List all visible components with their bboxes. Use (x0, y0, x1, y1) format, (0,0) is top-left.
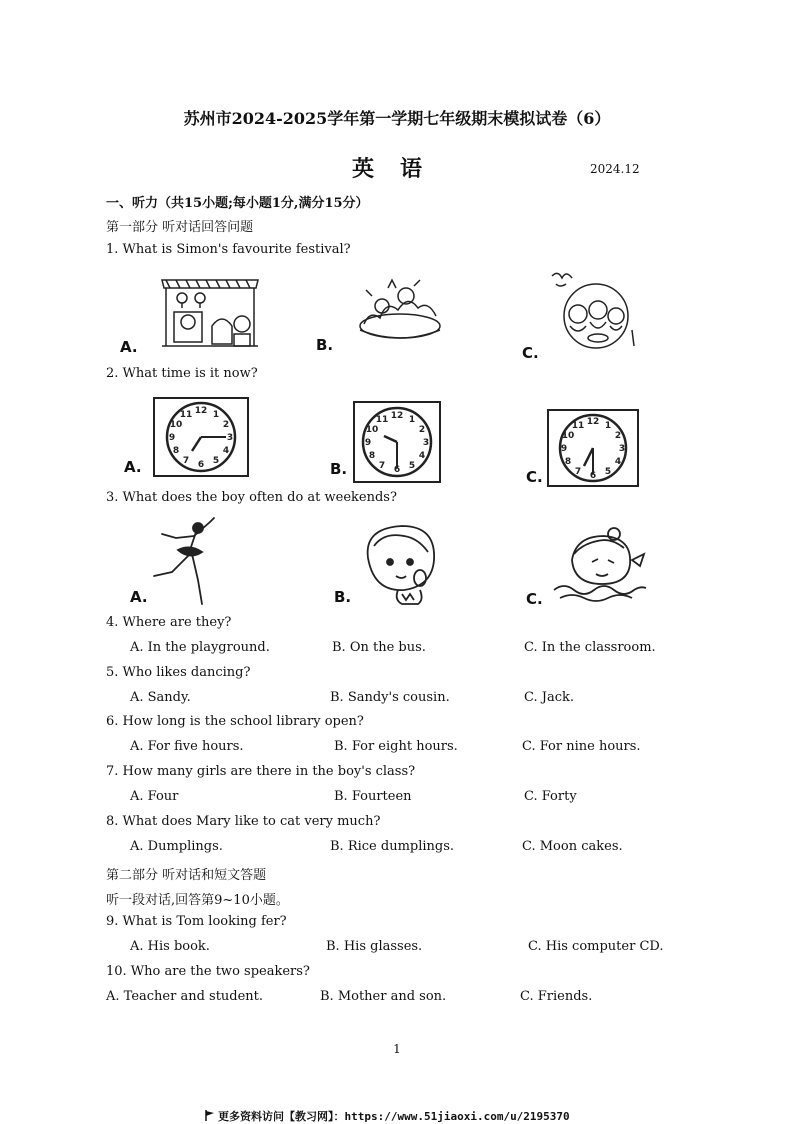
svg-text:2: 2 (222, 420, 230, 430)
q6-option-b: B. For eight hours. (334, 739, 458, 754)
q7-option-c: C. Forty (524, 789, 577, 804)
svg-text:4: 4 (222, 446, 230, 456)
q8-option-c: C. Moon cakes. (522, 839, 623, 854)
shop-festival-picture (160, 276, 260, 352)
svg-text:10: 10 (169, 420, 183, 430)
q5-option-a: A. Sandy. (130, 690, 191, 705)
svg-text:6: 6 (197, 460, 205, 470)
exam-date: 2024.12 (590, 162, 640, 176)
q5-option-c: C. Jack. (524, 690, 575, 705)
svg-text:9: 9 (168, 433, 176, 443)
q7-option-b: B. Fourteen (334, 789, 412, 804)
svg-text:11: 11 (179, 410, 193, 420)
q4-option-b: B. On the bus. (332, 640, 426, 655)
svg-text:7: 7 (574, 467, 582, 477)
q6-option-a: A. For five hours. (130, 739, 244, 754)
svg-text:7: 7 (378, 461, 386, 471)
footer-text: 更多资料访问【教习网】：https://www.51jiaoxi.com/u/2195370 (218, 1110, 570, 1123)
part-2-instruction: 听一段对话,回答第9~10小题。 (106, 893, 289, 908)
question-10: 10. Who are the two speakers? (106, 964, 310, 979)
question-7: 7. How many girls are there in the boy's class? (106, 764, 416, 779)
question-1: 1. What is Simon's favourite festival? (106, 242, 351, 257)
svg-text:3: 3 (226, 433, 234, 443)
svg-text:12: 12 (390, 411, 404, 421)
question-6: 6. How long is the school library open? (106, 714, 364, 729)
q4-option-a: A. In the playground. (130, 640, 270, 655)
footer-link[interactable] (205, 1108, 570, 1124)
q4-option-c: C. In the classroom. (524, 640, 656, 655)
svg-text:3: 3 (618, 444, 626, 454)
svg-text:1: 1 (604, 421, 612, 431)
svg-text:3: 3 (422, 438, 430, 448)
svg-text:6: 6 (589, 471, 597, 481)
svg-text:8: 8 (368, 451, 376, 461)
q9-option-c: C. His computer CD. (528, 939, 664, 954)
svg-text:10: 10 (365, 425, 379, 435)
svg-text:6: 6 (393, 465, 401, 475)
svg-text:5: 5 (408, 461, 416, 471)
question-3: 3. What does the boy often do at weekends? (106, 490, 397, 505)
question-2: 2. What time is it now? (106, 366, 258, 381)
svg-text:11: 11 (375, 415, 389, 425)
singing-child-picture (358, 522, 442, 606)
clock-a-icon (152, 396, 250, 478)
ballet-dancer-picture (150, 516, 222, 606)
svg-text:1: 1 (212, 410, 220, 420)
q8-option-a: A. Dumplings. (130, 839, 223, 854)
exam-title: 苏州市2024-2025学年第一学期七年级期末模拟试卷（6） (183, 109, 611, 128)
q3-option-c-label: C. (526, 590, 543, 608)
svg-text:8: 8 (172, 446, 180, 456)
clock-b-icon (352, 400, 442, 484)
section-heading: 一、听力（共15小题;每小题1分,满分15分） (106, 196, 369, 211)
svg-text:10: 10 (561, 431, 575, 441)
svg-text:9: 9 (560, 444, 568, 454)
q10-option-b: B. Mother and son. (320, 989, 447, 1004)
q2-option-a-label: A. (124, 458, 142, 476)
q2-option-c-label: C. (526, 468, 543, 486)
q5-option-b: B. Sandy's cousin. (330, 690, 450, 705)
q9-option-a: A. His book. (130, 939, 210, 954)
part-2-heading: 第二部分 听对话和短文答题 (106, 868, 267, 883)
clock-c-icon (546, 408, 640, 488)
question-8: 8. What does Mary like to cat very much? (106, 814, 381, 829)
svg-text:5: 5 (604, 467, 612, 477)
q7-option-a: A. Four (130, 789, 179, 804)
svg-text:8: 8 (564, 457, 572, 467)
q10-option-c: C. Friends. (520, 989, 593, 1004)
q9-option-b: B. His glasses. (326, 939, 423, 954)
svg-text:5: 5 (212, 456, 220, 466)
q1-option-c-label: C. (522, 344, 539, 362)
svg-text:12: 12 (194, 406, 208, 416)
question-9: 9. What is Tom looking fer? (106, 914, 287, 929)
svg-text:2: 2 (614, 431, 622, 441)
svg-text:12: 12 (586, 417, 600, 427)
svg-text:2: 2 (418, 425, 426, 435)
svg-text:9: 9 (364, 438, 372, 448)
part-heading: 第一部分 听对话回答问题 (106, 220, 254, 235)
page-number: 1 (393, 1042, 401, 1056)
q8-option-b: B. Rice dumplings. (330, 839, 455, 854)
flag-icon (205, 1110, 215, 1121)
food-basket-picture (354, 278, 446, 342)
question-4: 4. Where are they? (106, 615, 232, 630)
svg-text:7: 7 (182, 456, 190, 466)
svg-text:11: 11 (571, 421, 585, 431)
q3-option-b-label: B. (334, 588, 352, 606)
svg-text:4: 4 (614, 457, 622, 467)
q2-option-b-label: B. (330, 460, 348, 478)
question-5: 5. Who likes dancing? (106, 665, 251, 680)
subject-title: 英语 (352, 156, 449, 182)
q1-option-a-label: A. (120, 338, 138, 356)
q6-option-c: C. For nine hours. (522, 739, 641, 754)
family-mooncake-picture (548, 270, 638, 354)
svg-text:1: 1 (408, 415, 416, 425)
q3-option-a-label: A. (130, 588, 148, 606)
q10-option-a: A. Teacher and student. (106, 989, 264, 1004)
q1-option-b-label: B. (316, 336, 334, 354)
swimming-child-picture (552, 520, 648, 604)
svg-text:4: 4 (418, 451, 426, 461)
